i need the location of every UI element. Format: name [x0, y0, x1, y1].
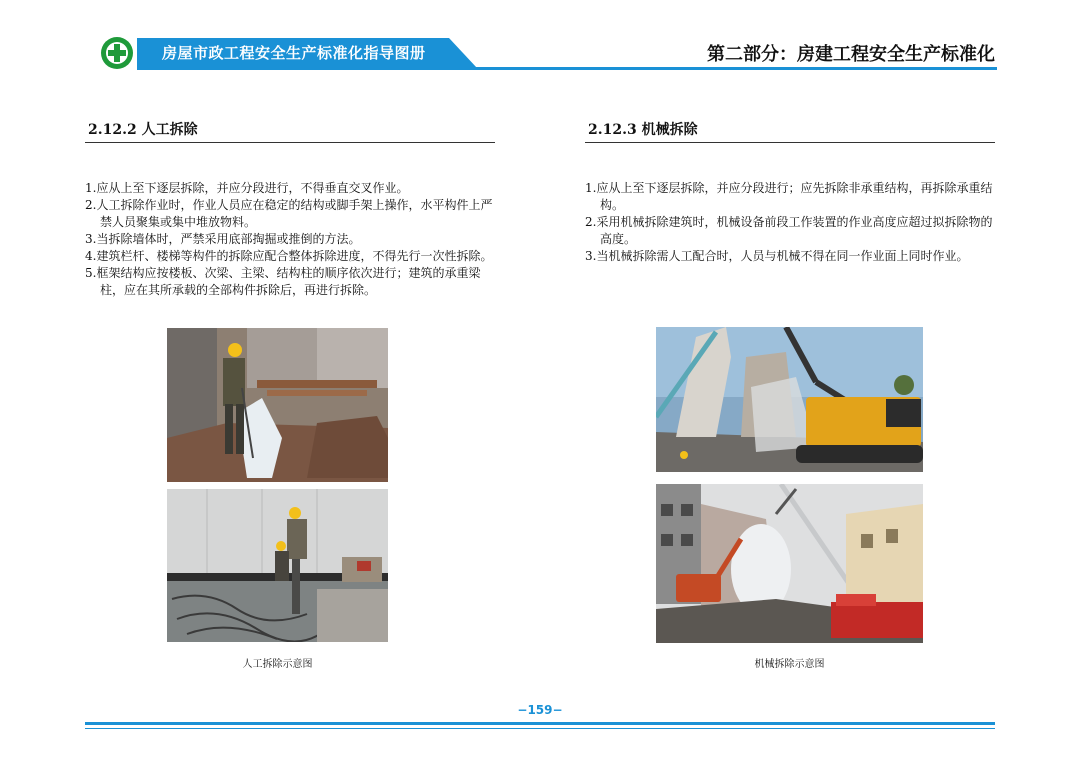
safety-cross-logo-icon	[100, 36, 134, 70]
header-rule	[137, 67, 997, 70]
manual-demolition-photo-1	[167, 328, 388, 482]
footer-rule-thin	[85, 728, 995, 729]
manual-demolition-photo-2	[167, 489, 388, 642]
caption-mechanical: 机械拆除示意图	[754, 659, 825, 670]
footer-rule	[85, 722, 995, 725]
manual-demolition-list	[85, 180, 497, 299]
list-item: 1.应从上至下逐层拆除，并应分段进行；应先拆除非承重结构，再拆除承重结构。	[585, 181, 993, 212]
mechanical-demolition-photo-1	[656, 327, 923, 472]
section-title-manual: 2.12.2 人工拆除	[88, 122, 198, 138]
list-item: 4.建筑栏杆、楼梯等构件的拆除应配合整体拆除进度，不得先行一次性拆除。	[85, 249, 493, 263]
mechanical-demolition-photo-2	[656, 484, 923, 643]
list-item: 1.应从上至下逐层拆除，并应分段进行，不得垂直交叉作业。	[85, 181, 409, 195]
section-rule-left	[85, 142, 495, 143]
section-title-mechanical: 2.12.3 机械拆除	[588, 122, 698, 138]
list-item: 5.框架结构应按楼板、次梁、主梁、结构柱的顺序依次进行；建筑的承重梁柱，应在其所承载的全部构件拆除后，再进行拆除。	[85, 266, 481, 297]
list-item: 3.当机械拆除需人工配合时，人员与机械不得在同一作业面上同时作业。	[585, 249, 969, 263]
manual-title: 房屋市政工程安全生产标准化指导图册	[162, 44, 426, 62]
caption-manual: 人工拆除示意图	[242, 659, 313, 670]
list-item: 2.人工拆除作业时，作业人员应在稳定的结构或脚手架上操作，水平构件上严禁人员聚集或集中堆放物料。	[85, 198, 493, 229]
mechanical-demolition-list	[585, 180, 997, 265]
list-item: 3.当拆除墙体时，严禁采用底部掏掘或推倒的方法。	[85, 232, 361, 246]
page-number: −159−	[517, 703, 563, 717]
part-title: 第二部分：房建工程安全生产标准化	[707, 44, 995, 65]
section-rule-right	[585, 142, 995, 143]
list-item: 2.采用机械拆除建筑时，机械设备前段工作装置的作业高度应超过拟拆除物的高度。	[585, 215, 993, 246]
